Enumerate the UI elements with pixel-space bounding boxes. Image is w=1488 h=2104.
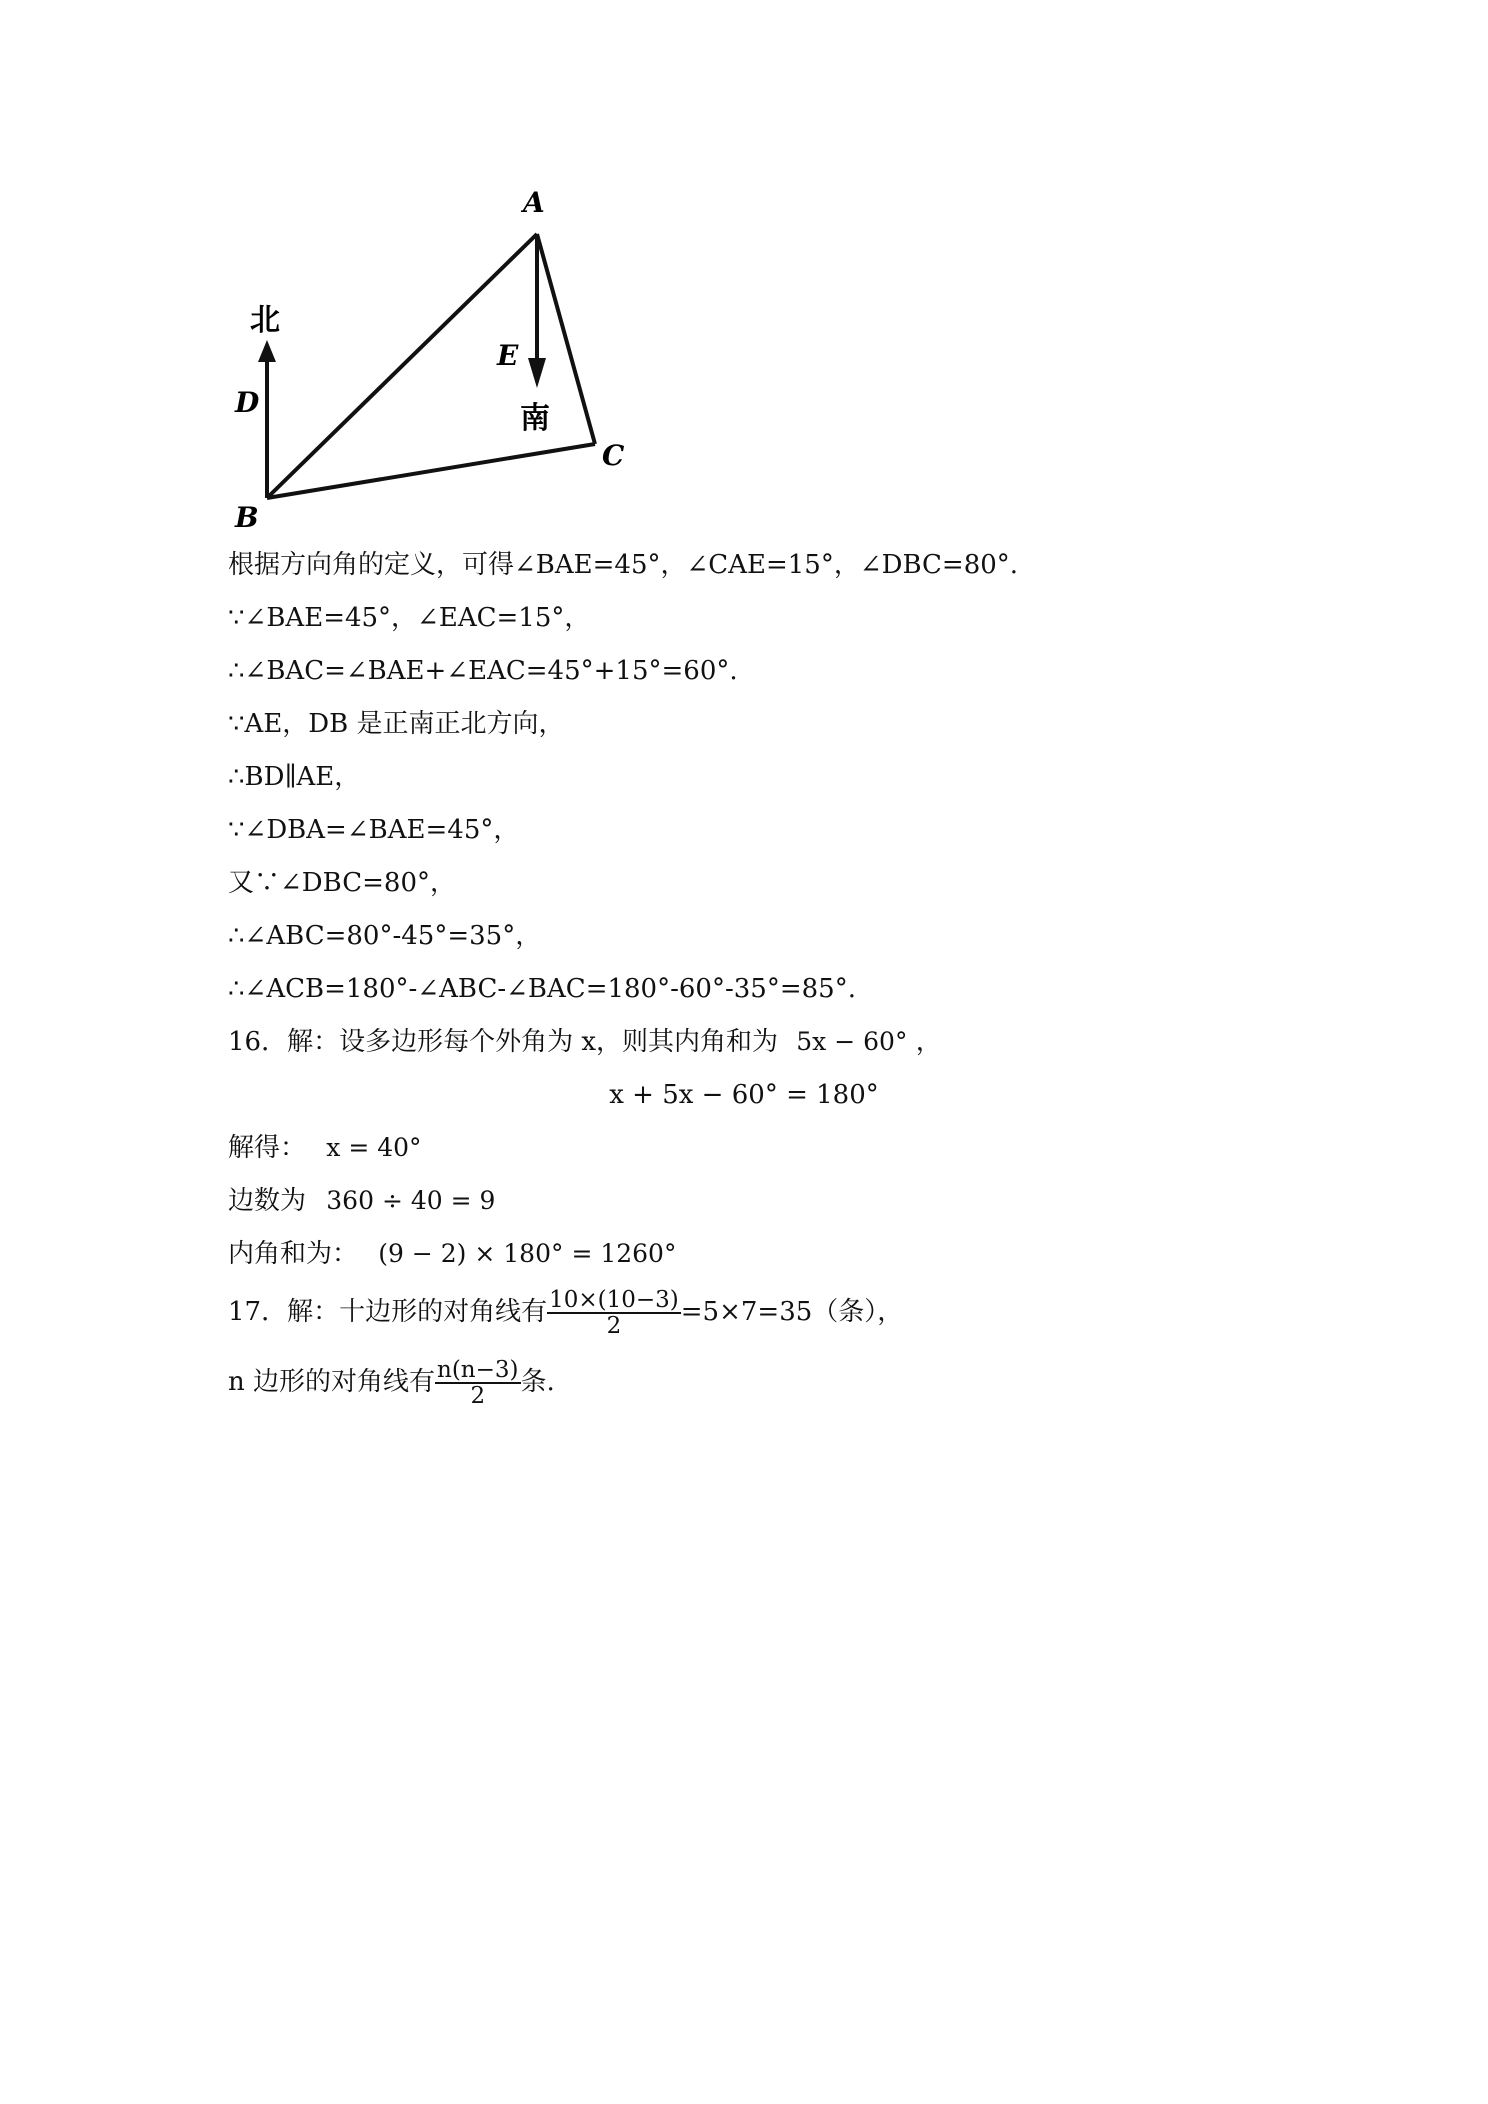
label-c: C: [602, 439, 625, 472]
text-line-7: 又∵∠DBC=80°，: [228, 868, 456, 898]
text-line-4: ∵AE，DB 是正南正北方向，: [228, 709, 565, 739]
q17-frac2-numerator: n(n−3): [437, 1357, 519, 1383]
q17-prefix: 17．解：十边形的对角线有: [228, 1297, 548, 1327]
q16-sides-label: 边数为: [228, 1186, 307, 1216]
q16-intro-line: [228, 1026, 942, 1058]
label-a: A: [523, 190, 545, 219]
label-north: 北: [250, 303, 280, 338]
text-line-8: ∴∠ABC=80°-45°=35°，: [228, 921, 542, 951]
q16-solve-expr: x = 40°: [326, 1133, 422, 1162]
q17-frac1-denominator: 2: [606, 1313, 622, 1339]
q17-suffix1: =5×7=35（条），: [680, 1297, 904, 1327]
q17-fraction-1: [547, 1288, 681, 1338]
q16-sum-line: [228, 1238, 676, 1270]
q16-sides-line: [228, 1185, 495, 1217]
q16-solve-line: [228, 1132, 422, 1164]
triangle-bearing-figure: [225, 190, 645, 535]
label-b: B: [235, 501, 259, 534]
q17-frac1-numerator: 10×(10−3): [549, 1287, 679, 1313]
q17-line2-prefix: n 边形的对角线有: [228, 1367, 436, 1397]
text-line-9: ∴∠ACB=180°-∠ABC-∠BAC=180°-60°-35°=85°.: [228, 974, 856, 1004]
q17-line-1: [228, 1288, 903, 1338]
q17-line-2: [228, 1358, 555, 1408]
text-line-6: ∵∠DBA=∠BAE=45°，: [228, 815, 520, 845]
q16-sum-expr: (9 − 2) × 180° = 1260°: [378, 1239, 677, 1268]
q16-suffix: ，: [915, 1027, 942, 1057]
label-south: 南: [520, 401, 550, 436]
south-arrowhead: [528, 358, 546, 388]
q16-prefix: 16．解：设多边形每个外角为 x，则其内角和为: [228, 1027, 779, 1057]
label-d: D: [235, 386, 260, 419]
label-e: E: [497, 339, 519, 372]
q17-frac2-denominator: 2: [470, 1383, 486, 1409]
q17-suffix2: 条.: [520, 1367, 555, 1397]
text-line-5: ∴BD∥AE，: [228, 762, 361, 792]
text-line-2: ∵∠BAE=45°，∠EAC=15°，: [228, 603, 591, 633]
q16-sum-label: 内角和为：: [228, 1239, 359, 1269]
q17-fraction-2: [435, 1358, 520, 1408]
q16-equation: x + 5x − 60° = 180°: [609, 1080, 879, 1110]
north-arrowhead: [258, 340, 276, 362]
q16-sides-expr: 360 ÷ 40 = 9: [326, 1186, 496, 1215]
text-line-1: 根据方向角的定义，可得∠BAE=45°，∠CAE=15°，∠DBC=80°.: [228, 550, 1019, 580]
q16-expr1: 5x − 60°: [796, 1027, 908, 1056]
q16-solve-label: 解得：: [228, 1133, 307, 1163]
text-line-3: ∴∠BAC=∠BAE+∠EAC=45°+15°=60°.: [228, 656, 738, 686]
